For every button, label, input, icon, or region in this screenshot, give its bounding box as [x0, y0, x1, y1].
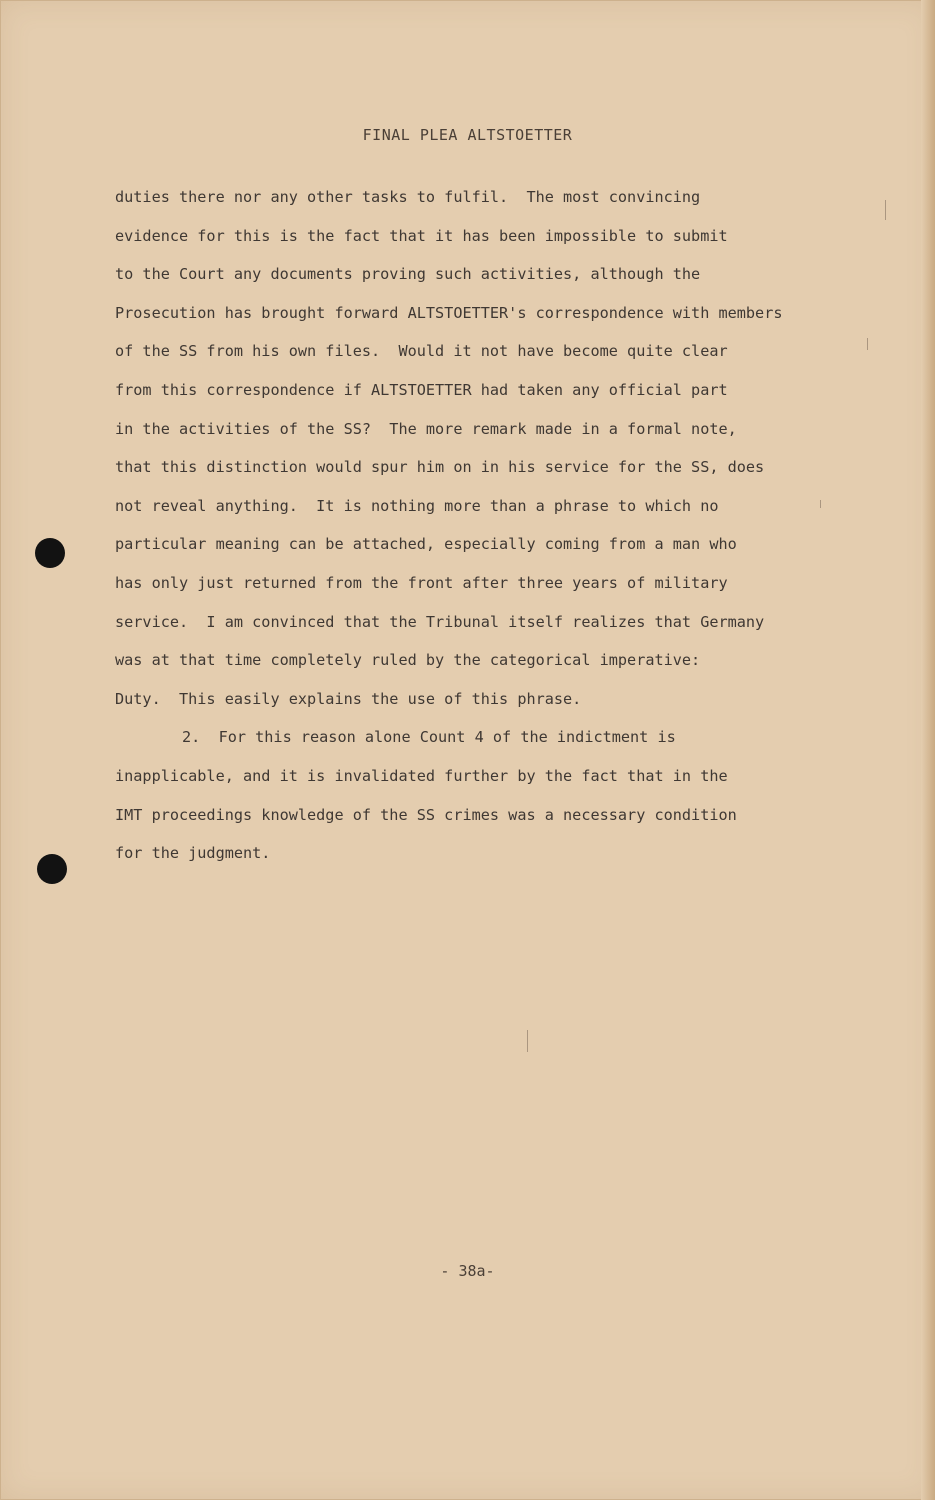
paper-mark: [527, 1030, 528, 1052]
text-line: of the SS from his own files. Would it not have become quite clear: [115, 342, 728, 361]
text-line: duties there nor any other tasks to fulfil. The most convincing: [115, 188, 701, 206]
text-line: inapplicable, and it is invalidated further by the fact that in the: [115, 766, 728, 785]
text-line: in the activities of the SS? The more remark made in a formal note,: [115, 419, 737, 438]
text-line: that this distinction would spur him on in his service for the SS, does: [115, 458, 765, 477]
text-line: IMT proceedings knowledge of the SS crimes was a necessary condition: [115, 805, 737, 824]
punch-hole: [37, 854, 67, 884]
text-line: not reveal anything. It is nothing more than a phrase to which no: [115, 496, 719, 515]
document-header: FINAL PLEA ALTSTOETTER: [362, 126, 573, 144]
paper-mark: [867, 338, 868, 350]
document-body: [115, 178, 835, 873]
text-line: from this correspondence if ALTSTOETTER had taken any official part: [115, 380, 728, 399]
text-line: Duty. This easily explains the use of this phrase.: [115, 689, 582, 708]
text-line: has only just returned from the front after three years of military: [115, 573, 728, 592]
text-line: for the judgment.: [115, 844, 271, 863]
text-line: 2. For this reason alone Count 4 of the indictment is: [182, 728, 676, 747]
text-line: service. I am convinced that the Tribunal itself realizes that Germany: [115, 612, 765, 631]
paper-mark: [820, 500, 821, 508]
paper-mark: [885, 200, 886, 220]
page-number: - 38a-: [440, 1262, 495, 1280]
text-line: to the Court any documents proving such activities, although the: [115, 265, 701, 284]
text-line: Prosecution has brought forward ALTSTOETTER's correspondence with members: [115, 303, 783, 322]
text-line: was at that time completely ruled by the categorical imperative:: [115, 651, 701, 670]
punch-hole: [35, 538, 65, 568]
text-line: particular meaning can be attached, especially coming from a man who: [115, 535, 737, 554]
text-line: evidence for this is the fact that it has been impossible to submit: [115, 226, 728, 245]
